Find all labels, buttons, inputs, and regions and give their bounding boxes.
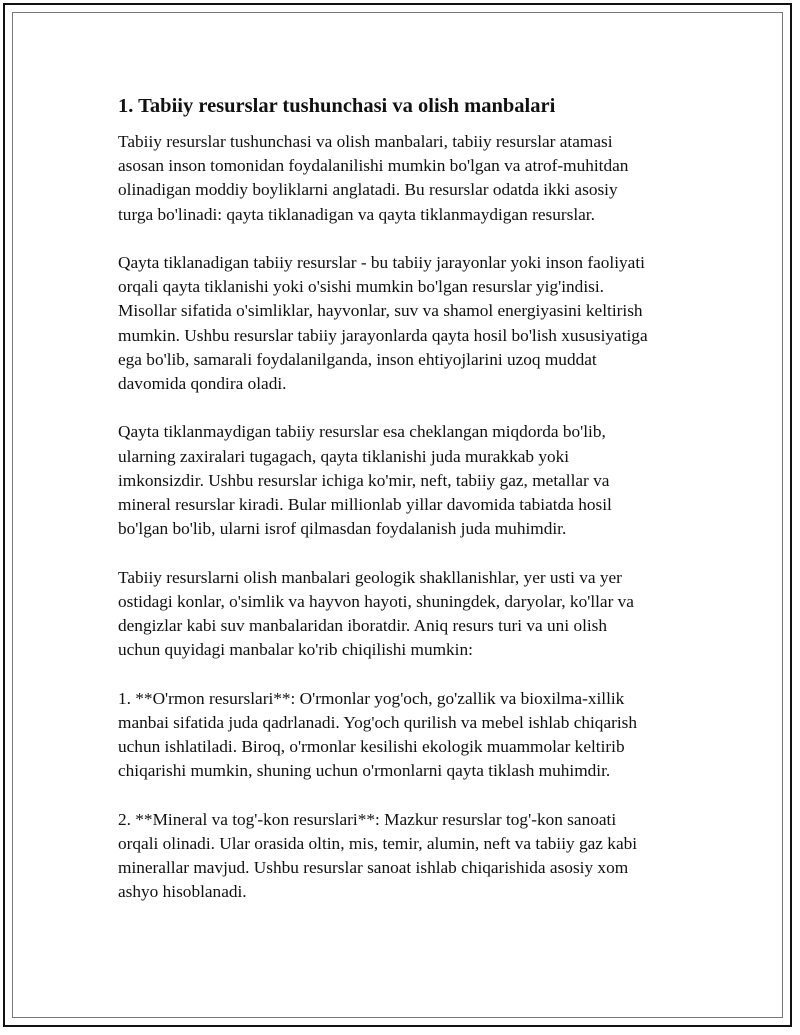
text-line: orqali qayta tiklanishi yoki o'sishi mumkin bo'lgan resurslar yig'indisi. [118, 277, 604, 297]
text-line: manbai sifatida juda qadrlanadi. Yog'och qurilish va mebel ishlab chiqarish [118, 712, 638, 732]
text-line: ega bo'lib, samarali foydalanilganda, inson ehtiyojlarini uzoq muddat [118, 349, 597, 369]
text-line: orqali olinadi. Ular orasida oltin, mis, temir, alumin, neft va tabiiy gaz kabi [118, 833, 638, 853]
text-line: olinadigan moddiy boyliklarni anglatadi. Bu resurslar odatda ikki asosiy [118, 180, 618, 200]
text-line: ostidagi konlar, o'simlik va hayvon hayoti, shuningdek, daryolar, ko'llar va [118, 591, 634, 611]
paragraph-forest-resources [118, 687, 688, 784]
document-body [118, 94, 688, 929]
text-line: Qayta tiklanadigan tabiiy resurslar - bu tabiiy jarayonlar yoki inson faoliyati [118, 253, 645, 272]
text-line: Qayta tiklanmaydigan tabiiy resurslar esa cheklangan miqdorda bo'lib, [118, 422, 606, 442]
text-line: ashyo hisoblanadi. [118, 882, 247, 902]
text-line: Tabiiy resurslarni olish manbalari geologik shakllanishlar, yer usti va yer [118, 567, 622, 587]
paragraph-resources-definition [118, 130, 688, 227]
text-line: uchun ishlatiladi. Biroq, o'rmonlar kesilishi ekologik muammolar keltirib [118, 737, 625, 757]
text-line: mumkin. Ushbu resurslar tabiiy jarayonlarda qayta hosil bo'lish xususiyatiga [118, 325, 648, 345]
text-line: Tabiiy resurslar tushunchasi va olish manbalari, tabiiy resurslar atamasi [118, 132, 613, 151]
text-line: imkonsizdir. Ushbu resurslar ichiga ko'mir, neft, tabiiy gaz, metallar va [118, 470, 610, 490]
paragraph-nonrenewable-resources [118, 420, 688, 541]
text-line: mineral resurslar kiradi. Bular millionlab yillar davomida tabiatda hosil [118, 495, 612, 515]
text-line: davomida qondira oladi. [118, 374, 287, 394]
document-title: 1. Tabiiy resurslar tushunchasi va olish manbalari [118, 95, 556, 117]
paragraph-renewable-resources [118, 251, 688, 396]
text-line: bo'lgan bo'lib, ularni isrof qilmasdan foydalanish juda muhimdir. [118, 519, 567, 539]
text-line: 1. **O'rmon resurslari**: O'rmonlar yog'och, go'zallik va bioxilma-xillik [118, 688, 625, 708]
text-line: turga bo'linadi: qayta tiklanadigan va qayta tiklanmaydigan resurslar. [118, 204, 595, 224]
text-line: uchun quyidagi manbalar ko'rib chiqilishi mumkin: [118, 640, 473, 660]
text-line: chiqarishi mumkin, shuning uchun o'rmonlarni qayta tiklash muhimdir. [118, 761, 611, 781]
text-line: 2. **Mineral va tog'-kon resurslari**: Mazkur resurslar tog'-kon sanoati [118, 809, 617, 829]
text-line: minerallar mavjud. Ushbu resurslar sanoat ishlab chiqarishida asosiy xom [118, 858, 629, 878]
text-line: ularning zaxiralari tugagach, qayta tiklanishi juda murakkab yoki [118, 446, 570, 466]
text-line: Misollar sifatida o'simliklar, hayvonlar, suv va shamol energiyasini keltirish [118, 301, 643, 321]
paragraph-extraction-sources [118, 566, 688, 663]
text-line: asosan inson tomonidan foydalanilishi mumkin bo'lgan va atrof-muhitdan [118, 156, 629, 176]
paragraph-mineral-resources [118, 808, 688, 905]
text-line: dengizlar kabi suv manbalaridan iboratdir. Aniq resurs turi va uni olish [118, 616, 608, 636]
